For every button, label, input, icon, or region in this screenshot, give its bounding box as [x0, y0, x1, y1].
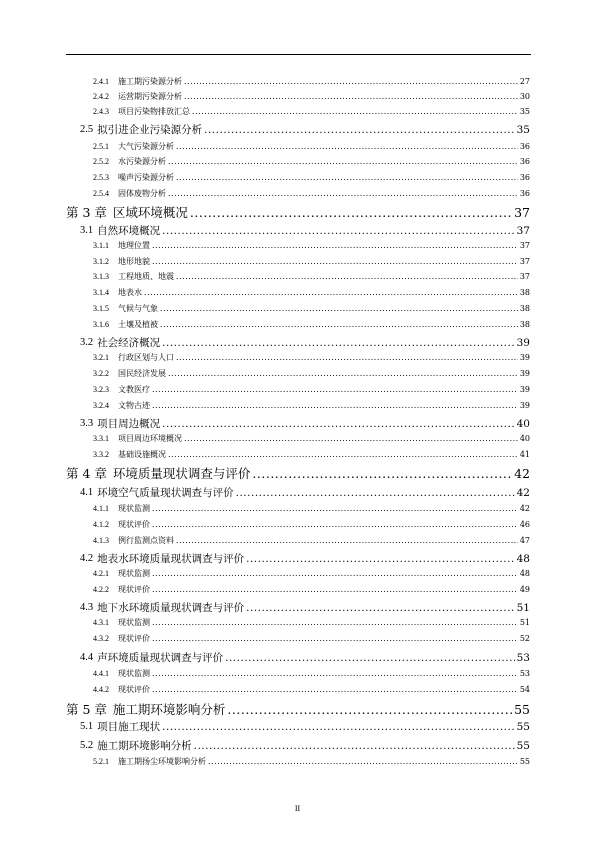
dot-leader [152, 258, 518, 266]
toc-entry-page: 37 [519, 241, 530, 250]
dot-leader [168, 451, 518, 459]
toc-entry[interactable] [93, 670, 530, 678]
toc-entry-number: 4.1.2 [93, 520, 109, 529]
toc-entry-page: 30 [519, 92, 530, 101]
toc-entry-page: 38 [519, 320, 530, 329]
toc-entry-page: 42 [519, 504, 530, 513]
toc-entry[interactable] [93, 78, 530, 86]
toc-entry-number: 第 5 章 [66, 702, 107, 717]
toc-entry-page: 37 [516, 225, 530, 237]
dot-leader [162, 226, 515, 237]
toc-entry-page: 36 [519, 142, 530, 151]
toc-entry[interactable] [93, 321, 530, 329]
dot-leader [190, 207, 512, 220]
toc-entry-page: 49 [519, 585, 530, 594]
toc-entry-page: 35 [519, 107, 530, 116]
toc-entry-page: 36 [519, 157, 530, 166]
toc-entry-title: 声环境质量现状调查与评价 [97, 652, 224, 664]
dot-leader [204, 125, 515, 136]
dot-leader [152, 635, 518, 643]
toc-entry-page: 55 [519, 757, 530, 766]
dot-leader [162, 722, 515, 733]
toc-entry-title: 现状评价 [118, 585, 150, 594]
toc-entry[interactable] [80, 554, 530, 565]
toc-entry-title: 国民经济发展 [118, 369, 166, 378]
toc-entry[interactable] [93, 273, 530, 281]
toc-entry-page: 41 [519, 450, 530, 459]
toc-entry-title: 现状监测 [118, 618, 150, 627]
toc-entry[interactable] [93, 451, 530, 459]
toc-entry-title: 项目污染物排放汇总 [118, 107, 190, 116]
toc-entry[interactable] [93, 435, 530, 443]
toc-entry-page: 55 [516, 740, 530, 752]
dot-leader [184, 435, 518, 443]
toc-entry-title: 拟引进企业污染源分析 [97, 124, 203, 136]
toc-entry-page: 40 [516, 418, 530, 430]
toc-entry[interactable] [80, 603, 530, 614]
dot-leader [152, 570, 518, 578]
dot-leader [168, 158, 518, 166]
toc-entry[interactable] [66, 468, 530, 481]
page-number: II [294, 804, 301, 813]
toc-entry-page: 35 [516, 124, 530, 136]
toc-entry[interactable] [93, 586, 530, 594]
toc-entry[interactable] [80, 722, 530, 733]
toc-entry-number: 4.1.3 [93, 536, 109, 545]
toc-entry-title: 文物古迹 [118, 401, 150, 410]
toc-entry[interactable] [93, 635, 530, 643]
toc-entry-title: 现状评价 [118, 685, 150, 694]
dot-leader [160, 305, 518, 313]
toc-entry-page: 42 [514, 466, 530, 481]
toc-entry[interactable] [80, 741, 530, 752]
toc-entry-number: 4.4.2 [93, 685, 109, 694]
toc-entry-number: 4.4.1 [93, 669, 109, 678]
toc-entry-title: 地理位置 [118, 241, 150, 250]
toc-entry[interactable] [80, 226, 530, 237]
toc-entry[interactable] [93, 758, 530, 766]
toc-entry-page: 55 [514, 702, 530, 717]
toc-entry-title: 环境质量现状调查与评价 [112, 466, 251, 481]
toc-entry-page: 47 [519, 536, 530, 545]
toc-entry-number: 2.5.1 [93, 142, 109, 151]
toc-entry-page: 39 [516, 337, 530, 349]
toc-entry-title: 气候与气象 [118, 304, 158, 313]
toc-entry-number: 第 3 章 [66, 205, 107, 220]
toc-entry[interactable] [80, 488, 530, 499]
dot-leader [225, 653, 515, 664]
toc-entry[interactable] [93, 521, 530, 529]
dot-leader [208, 758, 518, 766]
dot-leader [152, 386, 518, 394]
toc-entry-number: 5.1 [80, 721, 94, 732]
dot-leader [152, 402, 518, 410]
toc-entry-title: 文教医疗 [118, 385, 150, 394]
toc-entry-title: 项目周边概况 [97, 418, 161, 430]
toc-entry-title: 大气污染源分析 [118, 142, 174, 151]
dot-leader [152, 619, 518, 627]
toc-entry-title: 项目施工现状 [97, 721, 161, 733]
toc-entry-title: 现状监测 [118, 504, 150, 513]
toc-entry-page: 39 [519, 353, 530, 362]
toc-entry-page: 38 [519, 304, 530, 313]
toc-entry-page: 36 [519, 173, 530, 182]
toc-entry[interactable] [93, 570, 530, 578]
toc-entry[interactable] [93, 143, 530, 151]
toc-entry-title: 例行监测点资料 [118, 536, 174, 545]
toc-entry-number: 3.2.1 [93, 353, 109, 362]
dot-leader [246, 603, 515, 614]
dot-leader [152, 586, 518, 594]
toc-entry-title: 现状监测 [118, 569, 150, 578]
toc-entry[interactable] [93, 242, 530, 250]
toc-entry-page: 53 [519, 669, 530, 678]
toc-entry-number: 4.2.1 [93, 569, 109, 578]
toc-entry-page: 40 [519, 434, 530, 443]
dot-leader [192, 108, 518, 116]
toc-entry[interactable] [93, 537, 530, 545]
toc-entry-number: 2.5.3 [93, 173, 109, 182]
toc-entry-number: 3.2.3 [93, 385, 109, 394]
toc-entry-page: 51 [516, 602, 530, 614]
dot-leader [152, 242, 518, 250]
toc-entry-title: 施工期扬尘环境影响分析 [118, 757, 206, 766]
toc-entry-page: 27 [519, 77, 530, 86]
toc-entry-number: 2.5 [80, 124, 94, 135]
toc-entry[interactable] [93, 174, 530, 182]
toc-entry-number: 2.4.1 [93, 77, 109, 86]
toc-entry-title: 施工期环境影响分析 [97, 740, 192, 752]
toc-entry-title: 施工期环境影响分析 [112, 702, 226, 717]
toc-entry-title: 土壤及植被 [118, 320, 158, 329]
toc-entry-page: 54 [519, 685, 530, 694]
toc-entry[interactable] [93, 289, 530, 297]
toc-entry-page: 55 [516, 721, 530, 733]
toc-entry[interactable] [93, 108, 530, 116]
toc-entry-number: 4.3 [80, 602, 94, 613]
dot-leader [176, 537, 518, 545]
dot-leader [236, 488, 515, 499]
toc-entry-number: 4.2 [80, 553, 94, 564]
toc-entry-title: 噪声污染源分析 [118, 173, 174, 182]
toc-entry-number: 3.1.3 [93, 272, 109, 281]
toc-entry-title: 现状监测 [118, 669, 150, 678]
dot-leader [176, 354, 518, 362]
toc-entry-number: 3.1.2 [93, 257, 109, 266]
toc-entry-page: 38 [519, 288, 530, 297]
toc-entry-page: 52 [519, 634, 530, 643]
toc-entry-number: 4.1.1 [93, 504, 109, 513]
toc-entry[interactable] [93, 619, 530, 627]
dot-leader [176, 143, 518, 151]
dot-leader [184, 93, 518, 101]
toc-entry-title: 环境空气质量现状调查与评价 [97, 487, 234, 499]
toc-entry-number: 4.2.2 [93, 585, 109, 594]
dot-leader [168, 370, 518, 378]
toc-entry[interactable] [66, 207, 530, 220]
toc-entry-page: 39 [519, 401, 530, 410]
toc-entry-page: 39 [519, 369, 530, 378]
toc-entry-page: 37 [514, 205, 530, 220]
toc-entry[interactable] [93, 93, 530, 101]
toc-entry-page: 51 [519, 618, 530, 627]
toc-entry[interactable] [93, 686, 530, 694]
dot-leader [176, 174, 518, 182]
toc-entry-title: 现状评价 [118, 520, 150, 529]
toc-entry-page: 36 [519, 189, 530, 198]
dot-leader [246, 554, 515, 565]
toc-entry[interactable] [93, 386, 530, 394]
toc-entry-page: 42 [516, 487, 530, 499]
toc-entry-title: 基础设施概况 [118, 450, 166, 459]
header-rule [66, 54, 531, 55]
toc-entry-page: 53 [516, 652, 530, 664]
toc-entry-title: 固体废物分析 [118, 189, 166, 198]
dot-leader [144, 289, 518, 297]
toc-entry-title: 地表水环境质量现状调查与评价 [97, 553, 245, 565]
dot-leader [184, 78, 518, 86]
toc-entry-number: 3.3 [80, 418, 94, 429]
dot-leader [152, 521, 518, 529]
dot-leader [168, 190, 518, 198]
toc-entry-title: 项目周边环境概况 [118, 434, 182, 443]
toc-entry-title: 行政区划与人口 [118, 353, 174, 362]
toc-entry-number: 2.5.2 [93, 157, 109, 166]
toc-entry[interactable] [93, 305, 530, 313]
toc-entry-title: 运营期污染源分析 [118, 92, 182, 101]
dot-leader [160, 321, 518, 329]
toc-entry-number: 5.2.1 [93, 757, 109, 766]
toc-entry[interactable] [66, 704, 530, 717]
toc-entry-number: 3.1.1 [93, 241, 109, 250]
toc-entry-number: 2.4.3 [93, 107, 109, 116]
toc-entry-title: 地下水环境质量现状调查与评价 [97, 602, 245, 614]
toc-entry-number: 4.4 [80, 652, 94, 663]
toc-entry-number: 2.4.2 [93, 92, 109, 101]
toc-entry-number: 5.2 [80, 740, 94, 751]
toc-entry-number: 3.1.4 [93, 288, 109, 297]
toc-entry-title: 社会经济概况 [97, 337, 161, 349]
toc-entry[interactable] [80, 338, 530, 349]
toc-entry-page: 37 [519, 257, 530, 266]
toc-entry[interactable] [93, 354, 530, 362]
toc-entry-page: 48 [519, 569, 530, 578]
dot-leader [152, 670, 518, 678]
toc-entry-number: 3.2.2 [93, 369, 109, 378]
toc-entry-number: 3.1 [80, 225, 94, 236]
toc-entry-number: 4.1 [80, 487, 94, 498]
toc-entry[interactable] [80, 125, 530, 136]
toc-entry-number: 3.1.5 [93, 304, 109, 313]
dot-leader [152, 505, 518, 513]
dot-leader [252, 468, 512, 481]
toc-entry[interactable] [80, 419, 530, 430]
toc-entry[interactable] [93, 158, 530, 166]
toc-entry-title: 自然环境概况 [97, 225, 161, 237]
dot-leader [194, 741, 515, 752]
dot-leader [162, 338, 515, 349]
dot-leader [162, 419, 515, 430]
toc-entry-number: 3.2 [80, 337, 94, 348]
toc-entry-title: 地表水 [118, 288, 142, 297]
toc-entry[interactable] [93, 402, 530, 410]
toc-entry-number: 第 4 章 [66, 466, 107, 481]
toc-entry-title: 地形地貌 [118, 257, 150, 266]
toc-entry-number: 3.2.4 [93, 401, 109, 410]
toc-entry-number: 3.3.2 [93, 450, 109, 459]
toc-entry-number: 4.3.1 [93, 618, 109, 627]
toc-entry-page: 48 [516, 553, 530, 565]
toc-entry-title: 水污染源分析 [118, 157, 166, 166]
toc-entry[interactable] [93, 190, 530, 198]
toc-entry-number: 2.5.4 [93, 189, 109, 198]
dot-leader [227, 704, 512, 717]
toc-entry-title: 施工期污染源分析 [118, 77, 182, 86]
dot-leader [176, 273, 518, 281]
toc-entry-number: 3.3.1 [93, 434, 109, 443]
toc-entry-page: 46 [519, 520, 530, 529]
toc-entry-page: 39 [519, 385, 530, 394]
toc-entry-number: 4.3.2 [93, 634, 109, 643]
toc-entry[interactable] [80, 653, 530, 664]
toc-entry-title: 工程地质、地震 [118, 272, 174, 281]
toc-entry[interactable] [93, 370, 530, 378]
toc-entry[interactable] [93, 505, 530, 513]
toc-entry[interactable] [93, 258, 530, 266]
dot-leader [152, 686, 518, 694]
toc-entry-number: 3.1.6 [93, 320, 109, 329]
toc-entry-page: 37 [519, 272, 530, 281]
toc-entry-title: 区域环境概况 [112, 205, 188, 220]
toc-entry-title: 现状评价 [118, 634, 150, 643]
